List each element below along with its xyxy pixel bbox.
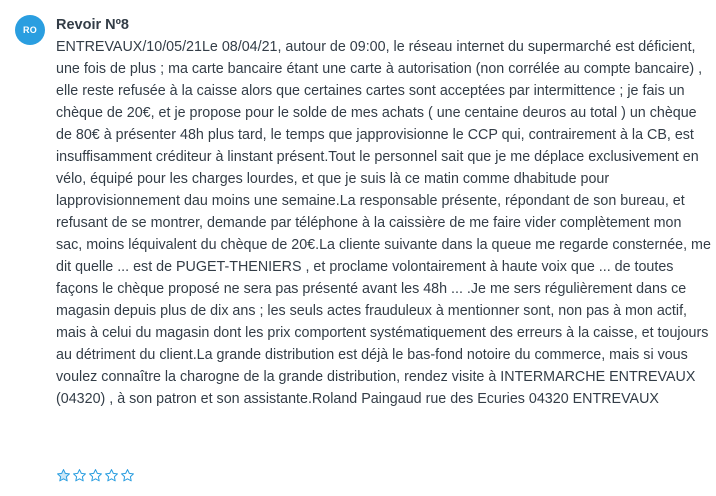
star-icon bbox=[120, 468, 135, 483]
star-rating bbox=[56, 468, 135, 483]
review-text: ENTREVAUX/10/05/21Le 08/04/21, autour de 09:00, le réseau internet du supermarché est déficient, une fois de plus ; ma carte bancaire étant une carte à autorisation (non corrélée au compte bancaire) , elle reste refusée à la caisse alors que certaines cartes sont acceptées par intermittence ; je fais un chèque de 20€, et je propose pour le solde de mes achats ( une centaine deuros au total ) un chèque de 80€ à présenter 48h plus tard, le temps que japprovisionne le CCP qui, contrairement à la CB, est insuffisamment créditeur à linstant présent.Tout le personnel sait que je me déplace exclusivement en vélo, équipé pour les charges lourdes, et que je suis là ce matin comme dhabitude pour lapprovisionnement dau moins une semaine.La responsable présente, répondant de son bureau, et refusant de se montrer, demande par téléphone à la caissière de me faire vider complètement mon sac, moins léquivalent du chèque de 20€.La cliente suivante dans la queue me regarde consternée, me dit quelle ... est de PUGET-THENIERS , et proclame volontairement à haute voix que ... de toutes façons le chèque proposé ne sera pas présenté avant les 48h ... .Je me sers régulièrement dans ce magasin depuis plus de dix ans ; les seuls actes frauduleux à mentionner sont, non pas à mon actif, mais à celui du magasin dont les prix comportent systématiquement des erreurs à la caisse, et toujours au détriment du client.La grande distribution est déjà le bas-fond notoire du commerce, mais si vous voulez connaître la charogne de la grande distribution, rendez visite à INTERMARCHE ENTREVAUX (04320) , à son patron et son assistante.Roland Paingaud rue des Ecuries 04320 ENTREVAUX bbox=[56, 39, 711, 407]
star-icon bbox=[56, 468, 71, 483]
star-icon bbox=[88, 468, 103, 483]
star-icon bbox=[72, 468, 87, 483]
review-title: Revoir Nº8 bbox=[56, 17, 129, 33]
avatar: RO bbox=[15, 15, 45, 45]
review-content bbox=[56, 14, 711, 410]
star-icon bbox=[104, 468, 119, 483]
